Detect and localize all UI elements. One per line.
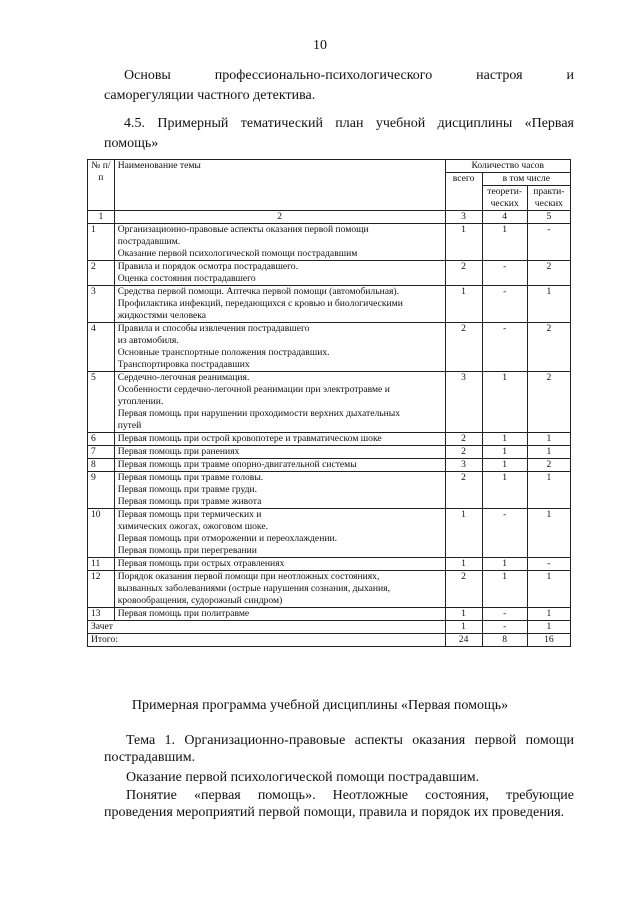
topic-line: Первая помощь при ранениях xyxy=(117,446,240,457)
row-total: 2 xyxy=(445,446,482,459)
topic-line: Основные транспортные положения пострадавших. xyxy=(117,347,330,358)
sum-theory: 8 xyxy=(482,634,527,647)
table-row xyxy=(88,323,571,372)
row-number: 5 xyxy=(88,372,115,433)
row-total: 1 xyxy=(445,509,482,558)
row-theory: 1 xyxy=(482,459,527,472)
topic-line: Первая помощь при острой кровопотере и травматическом шоке xyxy=(117,433,382,444)
row-number: 13 xyxy=(88,608,115,621)
row-practice: 2 xyxy=(527,372,570,433)
intro-paragraph xyxy=(104,66,574,106)
table-row xyxy=(88,608,571,621)
row-topic xyxy=(114,323,445,372)
topic-line: Первая помощь при отморожении и переохлаждении. xyxy=(117,533,337,544)
header-name: Наименование темы xyxy=(114,160,445,211)
row-practice: 1 xyxy=(527,286,570,323)
header-total: всего xyxy=(445,173,482,211)
row-practice: - xyxy=(527,558,570,571)
intro-line-2: саморегуляции частного детектива. xyxy=(104,88,316,103)
header-including: в том числе xyxy=(482,173,570,186)
table-row xyxy=(88,509,571,558)
topic-line: Оценка состояния пострадавшего xyxy=(117,273,256,284)
table-row xyxy=(88,571,571,608)
row-theory: - xyxy=(482,608,527,621)
row-total: 1 xyxy=(445,286,482,323)
row-theory: - xyxy=(482,286,527,323)
header-hours: Количество часов xyxy=(445,160,570,173)
row-topic xyxy=(114,446,445,459)
row-practice: 2 xyxy=(527,323,570,372)
topic-1-subheading: Оказание первой психологической помощи пострадавшим. xyxy=(126,770,480,785)
row-theory: 1 xyxy=(482,558,527,571)
row-theory: - xyxy=(482,509,527,558)
row-topic xyxy=(114,509,445,558)
row-theory: - xyxy=(482,323,527,372)
topic-line: Первая помощь при нарушении проходимости верхних дыхательных xyxy=(117,408,401,419)
topic-line: утоплении. xyxy=(117,396,164,407)
column-number: 5 xyxy=(527,211,570,224)
row-topic xyxy=(114,372,445,433)
page-number: 10 xyxy=(313,38,327,53)
row-theory: 1 xyxy=(482,472,527,509)
topic-line: Оказание первой психологической помощи пострадавшим xyxy=(117,248,358,259)
row-topic xyxy=(114,571,445,608)
row-practice: 2 xyxy=(527,459,570,472)
header-practice: практи-ческих xyxy=(527,186,570,211)
row-total: 2 xyxy=(445,261,482,286)
table-row xyxy=(88,558,571,571)
exam-practice: 1 xyxy=(527,621,570,634)
row-practice: 1 xyxy=(527,446,570,459)
topic-line: путей xyxy=(117,420,142,431)
row-number: 10 xyxy=(88,509,115,558)
row-practice: - xyxy=(527,224,570,261)
row-topic xyxy=(114,459,445,472)
sum-total: 24 xyxy=(445,634,482,647)
topic-line: Сердечно-легочная реанимация. xyxy=(117,372,250,383)
section-title: 4.5. Примерный тематический план учебной дисциплины «Первая помощь» xyxy=(104,116,574,151)
column-number: 4 xyxy=(482,211,527,224)
row-topic xyxy=(114,261,445,286)
row-total: 2 xyxy=(445,323,482,372)
table-row xyxy=(88,433,571,446)
row-topic xyxy=(114,286,445,323)
topic-line: Первая помощь при травме головы. xyxy=(117,472,264,483)
exam-total: 1 xyxy=(445,621,482,634)
row-total: 2 xyxy=(445,472,482,509)
row-number: 11 xyxy=(88,558,115,571)
row-practice: 1 xyxy=(527,433,570,446)
table-row xyxy=(88,472,571,509)
topic-line: Порядок оказания первой помощи при неотложных состояниях, xyxy=(117,571,380,582)
row-topic xyxy=(114,433,445,446)
row-number: 6 xyxy=(88,433,115,446)
topic-line: Первая помощь при политравме xyxy=(117,608,250,619)
topic-line: Первая помощь при перегревании xyxy=(117,545,257,556)
topic-line: пострадавшим. xyxy=(117,236,181,247)
row-total: 1 xyxy=(445,224,482,261)
intro-line-1 xyxy=(104,66,574,86)
topic-line: вызванных заболеваниями (острые нарушения сознания, дыхания, xyxy=(117,583,390,594)
header-num: № п/п xyxy=(88,160,115,211)
row-topic xyxy=(114,224,445,261)
topic-line: Профилактика инфекций, передающихся с кровью и биологическими xyxy=(117,298,403,309)
topic-line: Первая помощь при травме груди. xyxy=(117,484,258,495)
exam-label: Зачет xyxy=(88,621,446,634)
row-topic xyxy=(114,472,445,509)
topic-line: Особенности сердечно-легочной реанимации при электротравме и xyxy=(117,384,390,395)
table-row xyxy=(88,261,571,286)
row-theory: - xyxy=(482,261,527,286)
table-row xyxy=(88,459,571,472)
intro-word: профессионально-психологического xyxy=(214,68,433,83)
program-title: Примерная программа учебной дисциплины «Первая помощь» xyxy=(131,698,509,713)
column-number: 2 xyxy=(114,211,445,224)
row-total: 3 xyxy=(445,459,482,472)
topic-line: кровообращения, судорожный синдром) xyxy=(117,595,283,606)
table-row xyxy=(88,372,571,433)
topic-line: Первая помощь при травме опорно-двигательной системы xyxy=(117,459,357,470)
topic-1-heading: Тема 1. Организационно-правовые аспекты оказания первой помощи пострадавшим. xyxy=(104,733,574,765)
row-number: 1 xyxy=(88,224,115,261)
exam-theory: - xyxy=(482,621,527,634)
table-row xyxy=(88,224,571,261)
row-theory: 1 xyxy=(482,372,527,433)
topic-line: Средства первой помощи. Аптечка первой помощи (автомобильная). xyxy=(117,286,399,297)
row-number: 9 xyxy=(88,472,115,509)
row-number: 7 xyxy=(88,446,115,459)
row-theory: 1 xyxy=(482,433,527,446)
topic-line: Первая помощь при травме живота xyxy=(117,496,262,507)
row-total: 3 xyxy=(445,372,482,433)
row-practice: 1 xyxy=(527,472,570,509)
row-number: 3 xyxy=(88,286,115,323)
topic-line: Первая помощь при острых отравлениях xyxy=(117,558,285,569)
intro-word: Основы xyxy=(124,68,171,83)
table-row xyxy=(88,286,571,323)
topic-line: Первая помощь при термических и xyxy=(117,509,262,520)
header-theory: теорети-ческих xyxy=(482,186,527,211)
row-theory: 1 xyxy=(482,446,527,459)
column-number: 1 xyxy=(88,211,115,224)
row-number: 12 xyxy=(88,571,115,608)
table-row xyxy=(88,446,571,459)
exam-row xyxy=(88,621,571,634)
row-total: 1 xyxy=(445,608,482,621)
topic-1-paragraph: Понятие «первая помощь». Неотложные состояния, требующие проведения мероприятий первой помощи, правила и порядок их проведения. xyxy=(104,788,574,820)
column-number: 3 xyxy=(445,211,482,224)
row-topic xyxy=(114,608,445,621)
topic-line: Правила и порядок осмотра пострадавшего. xyxy=(117,261,299,272)
row-topic xyxy=(114,558,445,571)
topic-line: жидкостями человека xyxy=(117,310,207,321)
row-number: 4 xyxy=(88,323,115,372)
row-practice: 1 xyxy=(527,509,570,558)
row-total: 1 xyxy=(445,558,482,571)
sum-row xyxy=(88,634,571,647)
row-number: 2 xyxy=(88,261,115,286)
topic-line: Организационно-правовые аспекты оказания первой помощи xyxy=(117,224,369,235)
row-number: 8 xyxy=(88,459,115,472)
topic-line: Транспортировка пострадавших xyxy=(117,359,250,370)
sum-practice: 16 xyxy=(527,634,570,647)
topic-line: химических ожогах, ожоговом шоке. xyxy=(117,521,268,532)
row-practice: 2 xyxy=(527,261,570,286)
row-practice: 1 xyxy=(527,608,570,621)
topic-line: из автомобиля. xyxy=(117,335,179,346)
table-body xyxy=(88,224,571,621)
intro-word: настроя xyxy=(476,68,523,83)
topic-line: Правила и способы извлечения пострадавшего xyxy=(117,323,310,334)
intro-word: и xyxy=(566,68,574,83)
thematic-plan-table xyxy=(87,159,571,647)
row-practice: 1 xyxy=(527,571,570,608)
row-total: 2 xyxy=(445,571,482,608)
sum-label: Итого: xyxy=(88,634,446,647)
row-theory: 1 xyxy=(482,571,527,608)
row-total: 2 xyxy=(445,433,482,446)
row-theory: 1 xyxy=(482,224,527,261)
